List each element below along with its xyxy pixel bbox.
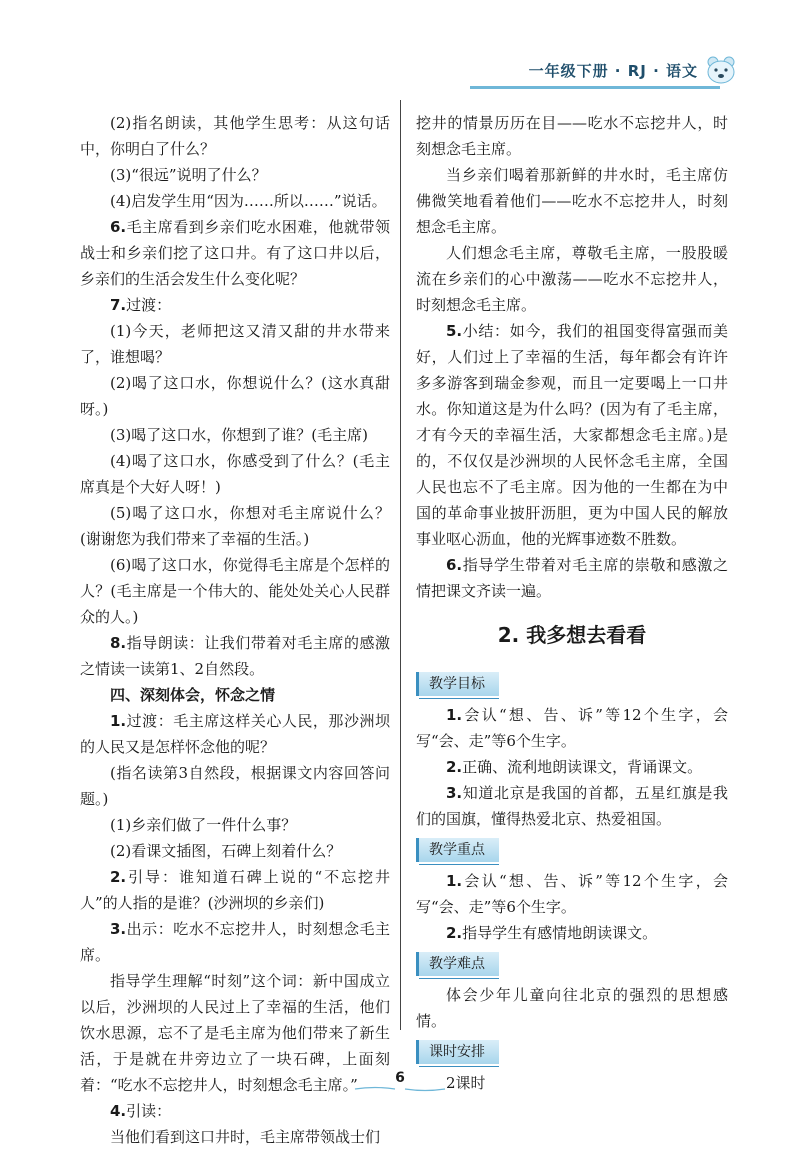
paragraph: 7.过渡： bbox=[110, 296, 172, 314]
lesson-title: 2. 我多想去看看 bbox=[497, 623, 647, 647]
page-number: 6 bbox=[395, 1070, 405, 1086]
schedule-text: 2课时 bbox=[446, 1074, 486, 1092]
paragraph: (5)喝了这口水，你想对毛主席说什么？(谢谢您为我们带来了幸福的生活。) bbox=[80, 504, 390, 548]
paragraph: 当乡亲们喝着那新鲜的井水时，毛主席仿佛微笑地看着他们——吃水不忘挖井人，时刻想念毛主席。 bbox=[416, 166, 728, 236]
paragraph: 6.指导学生带着对毛主席的崇敬和感激之情把课文齐读一遍。 bbox=[416, 556, 728, 600]
paragraph: 4.引读： bbox=[110, 1102, 172, 1120]
bear-mascot-icon bbox=[704, 54, 738, 86]
paragraph: 8.指导朗读：让我们带着对毛主席的感激之情读一读第1、2自然段。 bbox=[80, 634, 390, 678]
header-rule bbox=[470, 86, 720, 89]
book-title: 一年级下册 · RJ · 语文 bbox=[528, 62, 698, 80]
page-number-ornament bbox=[350, 1086, 450, 1092]
paragraph: 挖井的情景历历在目——吃水不忘挖井人，时刻想念毛主席。 bbox=[416, 114, 728, 158]
goal-item: 1.会认“想、告、诉”等12个生字，会写“会、走”等6个生字。 bbox=[416, 706, 728, 750]
right-column bbox=[416, 110, 728, 1096]
difficult-point-text: 体会少年儿童向往北京的强烈的思想感情。 bbox=[416, 986, 728, 1030]
section-heading: 四、深刻体会，怀念之情 bbox=[110, 686, 276, 704]
key-point-item: 1.会认“想、告、诉”等12个生字，会写“会、走”等6个生字。 bbox=[416, 872, 728, 916]
key-point-item: 2.指导学生有感情地朗读课文。 bbox=[446, 924, 658, 942]
paragraph: (3)“很远”说明了什么？ bbox=[110, 166, 267, 184]
paragraph: (指名读第3自然段，根据课文内容回答问题。) bbox=[80, 764, 390, 808]
page-header bbox=[470, 52, 740, 92]
paragraph: (2)喝了这口水，你想说什么？(这水真甜呀。) bbox=[80, 374, 390, 418]
paragraph: (1)乡亲们做了一件什么事？ bbox=[110, 816, 297, 834]
goal-item: 2.正确、流利地朗读课文，背诵课文。 bbox=[446, 758, 703, 776]
paragraph: 当他们看到这口井时，毛主席带领战士们 bbox=[110, 1128, 381, 1146]
left-column bbox=[80, 110, 390, 1150]
paragraph: (1)今天，老师把这又清又甜的井水带来了，谁想喝？ bbox=[80, 322, 390, 366]
paragraph: (4)启发学生用“因为……所以……”说话。 bbox=[110, 192, 387, 210]
paragraph: 5.小结：如今，我们的祖国变得富强而美好，人们过上了幸福的生活，每年都会有许许多多游客到瑞金参观，而且一定要喝上一口井水。你知道这是为什么吗？(因为有了毛主席，才有今天的幸福生活，大家都想念毛主席。)是的，不仅仅是沙洲坝的人民怀念毛主席，全国人民也忘不了毛主席。因为他的一生都在为中国的革命事业披肝沥胆，更为中国人民的解放事业呕心沥血，他的光辉事迹数不胜数。 bbox=[416, 322, 728, 548]
paragraph: (3)喝了这口水，你想到了谁？(毛主席) bbox=[110, 426, 368, 444]
paragraph: 2.引导：谁知道石碑上说的“不忘挖井人”的人指的是谁？(沙洲坝的乡亲们) bbox=[80, 868, 390, 912]
paragraph: (6)喝了这口水，你觉得毛主席是个怎样的人？(毛主席是一个伟大的、能处处关心人民群众的人。) bbox=[80, 556, 390, 626]
paragraph: (2)指名朗读，其他学生思考：从这句话中，你明白了什么？ bbox=[80, 114, 390, 158]
difficult-points-tag: 教学难点 bbox=[416, 952, 499, 976]
key-points-tag: 教学重点 bbox=[416, 838, 499, 862]
paragraph: (2)看课文插图，石碑上刻着什么？ bbox=[110, 842, 342, 860]
paragraph: 指导学生理解“时刻”这个词：新中国成立以后，沙洲坝的人民过上了幸福的生活，他们饮水思源，忘不了是毛主席为他们带来了新生活，于是就在井旁边立了一块石碑，上面刻着：“吃水不忘挖井人，时刻想念毛主席。” bbox=[80, 972, 390, 1094]
paragraph: 6.毛主席看到乡亲们吃水困难，他就带领战士和乡亲们挖了这口井。有了这口井以后，乡亲们的生活会发生什么变化呢？ bbox=[80, 218, 390, 288]
paragraph: 3.出示：吃水不忘挖井人，时刻想念毛主席。 bbox=[80, 920, 390, 964]
goal-item: 3.知道北京是我国的首都，五星红旗是我们的国旗，懂得热爱北京、热爱祖国。 bbox=[416, 784, 728, 828]
paragraph: 人们想念毛主席，尊敬毛主席，一股股暖流在乡亲们的心中激荡——吃水不忘挖井人，时刻想念毛主席。 bbox=[416, 244, 728, 314]
paragraph: 1.过渡：毛主席这样关心人民，那沙洲坝的人民又是怎样怀念他的呢？ bbox=[80, 712, 390, 756]
schedule-tag: 课时安排 bbox=[416, 1040, 499, 1064]
teaching-goals-tag: 教学目标 bbox=[416, 672, 499, 696]
paragraph: (4)喝了这口水，你感受到了什么？(毛主席真是个大好人呀！) bbox=[80, 452, 390, 496]
column-divider bbox=[400, 100, 401, 1030]
